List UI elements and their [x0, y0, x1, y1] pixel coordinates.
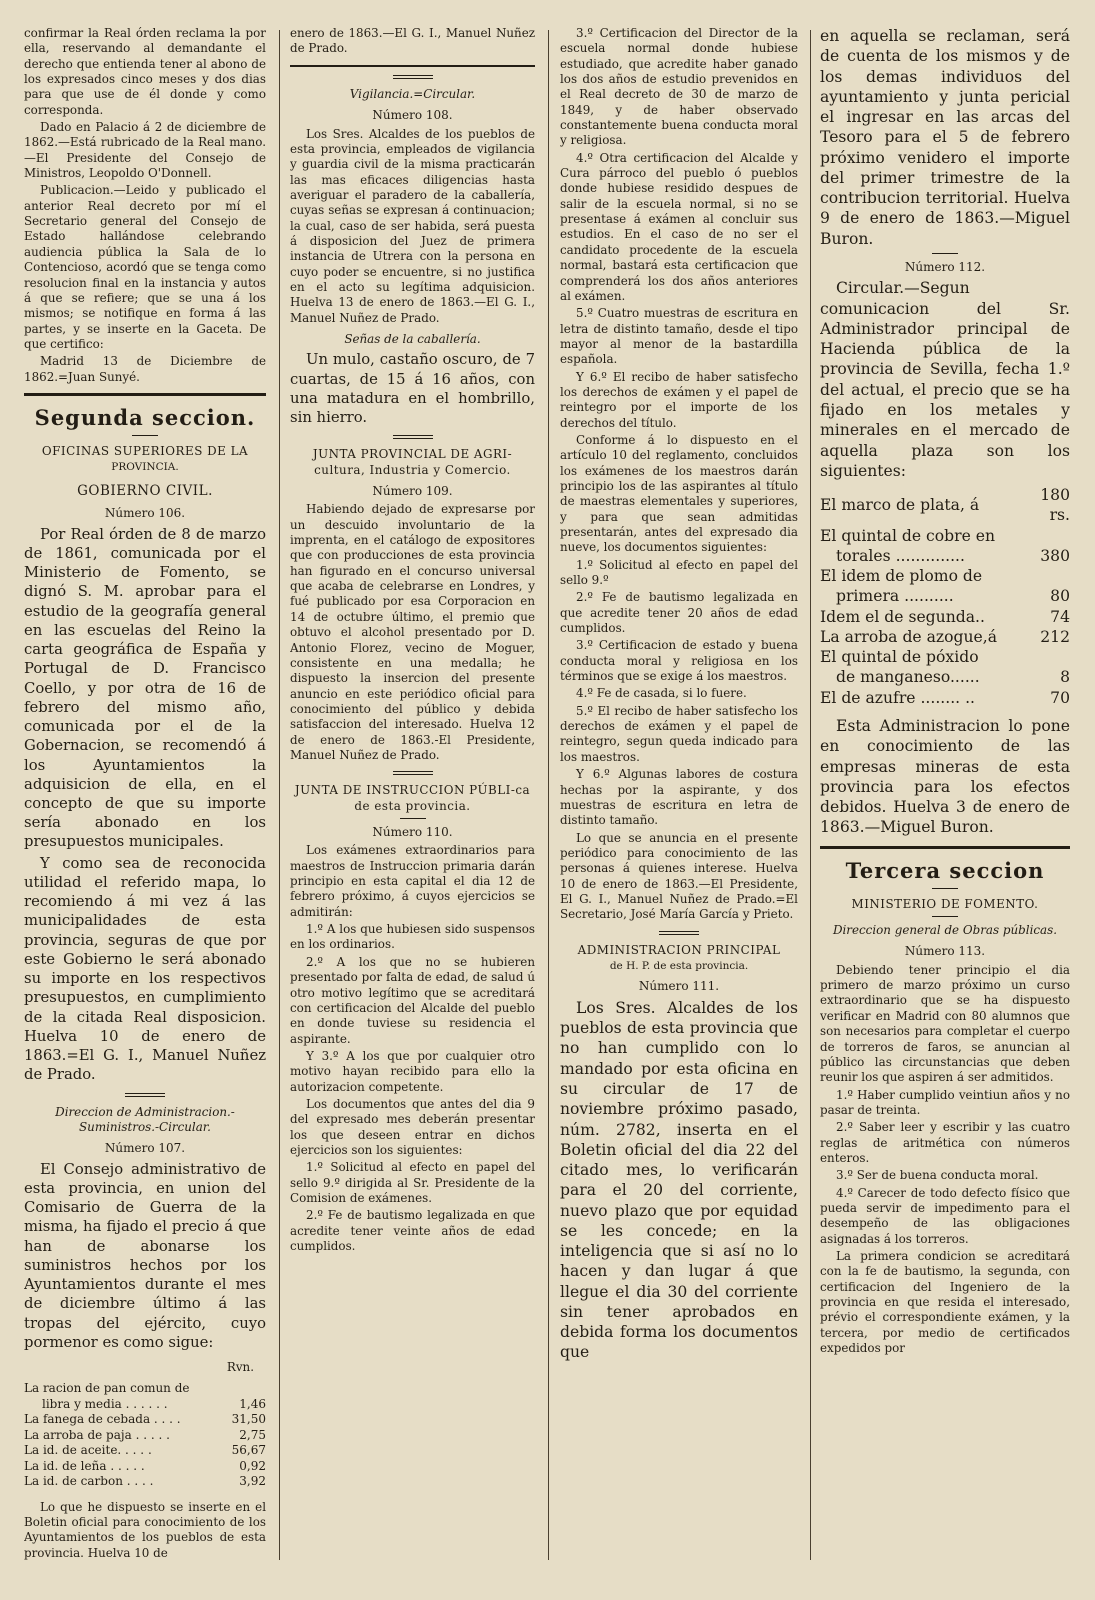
paragraph: 5.º El recibo de haber satisfecho los derechos de exámen y el papel de reintegro, segun queda indicado para los maestros.: [560, 703, 798, 764]
metal-value: 180 rs.: [1040, 486, 1070, 525]
metal-label: El idem de plomo de: [820, 567, 983, 586]
metal-label: El de azufre ........ ..: [820, 688, 975, 707]
price-label: La arroba de paja . . . . .: [24, 1427, 170, 1442]
paragraph: Dado en Palacio á 2 de diciembre de 1862.—Está rubricado de la Real mano.—El Presidente del Consejo de Ministros, Leopoldo O'Donnell.: [24, 120, 266, 181]
table-row: [24, 1381, 266, 1396]
paragraph: 1.º Solicitud al efecto en papel del sello 9.º dirigida al Sr. Presidente de la Comision de exámenes.: [290, 1160, 535, 1205]
table-row: [820, 485, 1070, 526]
table-row: [820, 667, 1070, 687]
paragraph: Por Real órden de 8 de marzo de 1861, comunicada por el Ministerio de Fomento, se dignó S. M. aprobar para el estudio de la geografía general en las escuelas del Reino la carta geográfica de España y Portugal de D. Francisco Coello, y por otra de 16 de febrero del mismo año, comunicada por el de la Gobernacion, se recomendó á los Ayuntamientos la adquisicion de ella, en el concepto de que su importe sería abonado en los presupuestos municipales.: [24, 525, 266, 851]
paragraph: Y 6.º Algunas labores de costura hechas por la aspirante, y dos muestras de escritura en letra de distinto tamaño.: [560, 767, 798, 828]
subheading: de H. P. de esta provincia.: [609, 959, 749, 972]
table-row: [820, 688, 1070, 708]
section-title: Segunda seccion.: [34, 404, 256, 430]
paragraph: 1.º Solicitud al efecto en papel del sello 9.º: [560, 557, 798, 588]
table-row: [820, 526, 1070, 546]
table-row: [24, 1474, 266, 1489]
metal-label: La arroba de azogue,á: [820, 627, 998, 646]
heading: Direccion de Administracion.-Suministros.-Circular.: [55, 1104, 235, 1134]
paragraph: Madrid 13 de Diciembre de 1862.=Juan Sunyé.: [24, 354, 266, 384]
paragraph: 2.º Saber leer y escribir y las cuatro reglas de aritmética con números enteros.: [820, 1120, 1070, 1165]
table-row: [24, 1443, 266, 1458]
column-rule: [810, 30, 811, 1560]
paragraph: Los Sres. Alcaldes de los pueblos de esta provincia, empleados de vigilancia y guardia civil de la misma practicarán las mas eficaces diligencias hasta averiguar el paradero de la caballería, cuyas señas se expresan á continuacion; la cual, caso de ser habida, será puesta á disposicion del Juez de primera instancia de Utrera con la persona en cuyo poder se encuentre, si no justifica en el acto su legítima adquisicion. Huelva 13 de enero de 1863.—El G. I., Manuel Nuñez de Prado.: [290, 126, 535, 325]
paragraph: Circular.—Segun comunicacion del Sr. Administrador principal de Hacienda pública de la provincia de Sevilla, fecha 1.º del actual, el precio que se ha fijado en los metales y minerales en el mercado de aquella plaza son los siguientes:: [820, 279, 1070, 480]
subheading: PROVINCIA.: [111, 461, 179, 474]
price-label: La id. de aceite. . . . .: [24, 1443, 152, 1458]
price-label: La id. de leña . . . . .: [24, 1458, 145, 1473]
paragraph: Un mulo, castaño oscuro, de 7 cuartas, de 15 á 16 años, con una matadura en el hombrillo, sin hierro.: [290, 351, 535, 427]
heading: GOBIERNO CIVIL.: [77, 482, 213, 499]
metal-label: Idem el de segunda..: [820, 607, 985, 626]
item-number: Número 108.: [372, 108, 453, 123]
paragraph: Y 6.º El recibo de haber satisfecho los derechos de exámen y el papel de reintegro por el importe de los derechos del título.: [560, 369, 798, 430]
price-value: 56,67: [231, 1443, 266, 1458]
paragraph: Los Sres. Alcaldes de los pueblos de esta provincia que no han cumplido con lo mandado por esta oficina en su circular de 17 de noviembre próximo pasado, núm. 2782, inserta en el Boletin oficial del dia 22 del citado mes, lo verificarán para el 20 del corriente, nuevo plazo que por equidad se les concede; en la inteligencia que si así no lo hacen y dan lugar á que llegue el dia 30 del corriente sin tener aprobados en debida forma los documentos que: [560, 998, 798, 1362]
table-row: [820, 566, 1070, 586]
heading: Direccion general de Obras públicas.: [832, 922, 1058, 937]
paragraph: 2.º Fe de bautismo legalizada en que acredite tener 20 años de edad cumplidos.: [560, 590, 798, 636]
heading: MINISTERIO DE FOMENTO.: [851, 896, 1039, 911]
paragraph: Los exámenes extraordinarios para maestros de Instruccion primaria darán principio en esta capital el dia 12 de febrero próximo, á cuyos ejercicios se admitirán:: [290, 843, 535, 919]
paragraph: 4.º Carecer de todo defecto físico que pueda servir de impedimento para el desempeño de las obligaciones asignadas á los torreros.: [820, 1185, 1070, 1246]
price-label: libra y media . . . . . .: [42, 1396, 168, 1411]
divider: [393, 771, 433, 775]
column-2: [290, 26, 535, 1586]
heading: Señas de la caballería.: [344, 331, 481, 346]
metal-value: [1016, 566, 1070, 586]
paragraph: 4.º Fe de casada, si lo fuere.: [576, 686, 747, 701]
paragraph: Habiendo dejado de expresarse por un descuido involuntario de la imprenta, en el catálogo de expositores que con producciones de esta provincia han figurado en el concurso universal que acaba de celebrarse en Londres, y fué publicado por esa Corporacion en 14 de octubre último, el premio que obtuvo el alcohol presentado por D. Antonio Florez, vecino de Moguer, consistente en una medalla; he dispuesto la insercion del presente anuncio en este periódico oficial para conocimiento del público y debida satisfaccion del interesado. Huelva 12 de enero de 1863.-El Presidente, Manuel Nuñez de Prado.: [290, 502, 535, 762]
column-rule: [279, 30, 280, 1560]
paragraph: enero de 1863.—El G. I., Manuel Nuñez de Prado.: [290, 26, 535, 56]
table-row: [820, 586, 1070, 606]
metal-value: [1016, 526, 1070, 546]
metal-value: 70: [1050, 688, 1070, 707]
item-number: Número 107.: [104, 1141, 186, 1156]
heading: ADMINISTRACION PRINCIPAL: [577, 942, 781, 957]
price-value: [208, 1381, 266, 1396]
metal-label: El quintal de cobre en: [820, 526, 996, 545]
column-rule: [548, 30, 549, 1560]
table-row: [24, 1397, 266, 1412]
section-rule: [24, 393, 266, 396]
paragraph: 1.º A los que hubiesen sido suspensos en los ordinarios.: [290, 922, 535, 952]
price-label: La racion de pan comun de: [24, 1381, 190, 1396]
divider: [132, 435, 158, 436]
paragraph: 5.º Cuatro muestras de escritura en letra de distinto tamaño, desde el tipo mayor al menor de la bastardilla española.: [560, 306, 798, 367]
item-number: Número 109.: [372, 483, 453, 498]
paragraph: Los documentos que antes del dia 9 del expresado mes deberán presentar los que deseen entrar en dichos ejercicios son los siguientes:: [290, 1096, 535, 1157]
heading: JUNTA DE INSTRUCCION PÚBLI-ca de esta provincia.: [294, 783, 531, 813]
paragraph: 4.º Otra certificacion del Alcalde y Cura párroco del pueblo ó pueblos donde hubiese residido despues de salir de la escuela normal, si no se presentase á exámen al concluir sus estudios. En el caso de no ser el candidato procedente de la escuela normal, bastará esta certificacion que comprenderá los dos años anteriores al exámen.: [560, 150, 798, 303]
currency-label: Rvn.: [226, 1360, 254, 1375]
divider: [393, 75, 433, 79]
metal-label: El marco de plata, á: [820, 496, 980, 515]
metal-value: [1016, 647, 1070, 667]
paragraph: en aquella se reclaman, será de cuenta de los mismos y de los demas individuos del ayuntamiento y junta pericial el ingresar en las arcas del Tesoro para el 5 de febrero próximo venidero el importe del primer trimestre de la contribucion territorial. Huelva 9 de enero de 1863.—Miguel Buron.: [820, 27, 1070, 248]
paragraph: Publicacion.—Leido y publicado el anterior Real decreto por mí el Secretario general del Consejo de Estado hallándose celebrando audiencia pública la Sala de lo Contencioso, acordó que se tenga como resolucion final en la instancia y autos á que se refiere; que se una á los mismos; se notifique en forma á las partes, y se inserte en la Gaceta. De que certifico:: [24, 183, 266, 351]
price-value: 2,75: [239, 1427, 266, 1442]
price-table: [24, 1381, 266, 1489]
paragraph: Conforme á lo dispuesto en el artículo 10 del reglamento, concluidos los exámenes de los maestros darán principio los de las aspirantes al título de maestras elementales y superiores, y para que sean admitidas presentarán, antes del expresado dia nueve, los documentos siguientes:: [560, 432, 798, 555]
paragraph: La primera condicion se acreditará con la fe de bautismo, la segunda, con certificacion del Ingeniero de la provincia en que resida el interesado, prévio el correspondiente exámen, y la tercera, por medio de certificados expedidos por: [820, 1248, 1070, 1356]
paragraph: 3.º Ser de buena conducta moral.: [836, 1168, 1039, 1183]
divider: [932, 253, 958, 254]
item-number: Número 106.: [104, 506, 186, 521]
paragraph: 1.º Haber cumplido veintiun años y no pasar de treinta.: [820, 1087, 1070, 1117]
column-3: [560, 26, 798, 1586]
metal-price-table: [820, 485, 1070, 708]
price-value: 3,92: [239, 1474, 266, 1489]
table-row: [24, 1428, 266, 1443]
paragraph: Y 3.º A los que por cualquier otro motivo hayan recibido para ello la autorizacion competente.: [290, 1048, 535, 1094]
table-row: [820, 607, 1070, 627]
section-rule: [820, 846, 1070, 849]
metal-label: El quintal de póxido: [820, 648, 979, 667]
metal-value: 80: [1050, 587, 1070, 606]
column-1: [24, 26, 266, 1586]
price-value: 31,50: [231, 1412, 266, 1427]
paragraph: 3.º Certificacion del Director de la escuela normal donde hubiese estudiado, que acredite haber ganado los dos años de estudio prevenidos en el Real decreto de 30 de marzo de 1849, y de haber observado constantemente buena conducta moral y religiosa.: [560, 26, 798, 148]
table-row: [24, 1459, 266, 1474]
column-4: [820, 26, 1070, 1586]
paragraph: Esta Administracion lo pone en conocimiento de las empresas mineras de esta provincia para los efectos debidos. Huelva 3 de enero de 1863.—Miguel Buron.: [820, 716, 1070, 837]
divider: [393, 435, 433, 439]
paragraph: El Consejo administrativo de esta provincia, en union del Comisario de Guerra de la misma, ha fijado el precio á que han de abonarse los suministros hechos por los Ayuntamientos durante el mes de diciembre último á las tropas del ejército, cuyo pormenor es como sigue:: [24, 1160, 266, 1351]
item-number: Número 112.: [904, 259, 986, 274]
paragraph: Lo que se anuncia en el presente periódico para conocimiento de las personas á quienes interese. Huelva 10 de enero de 1863.—El Presidente, El G. I., Manuel Nuñez de Prado.=El Secretario, José María García y Prieto.: [560, 830, 798, 922]
table-row: [24, 1412, 266, 1427]
section-rule: [290, 65, 535, 67]
table-row: [820, 647, 1070, 667]
heading: Vigilancia.=Circular.: [349, 86, 476, 101]
metal-value: 380: [1040, 546, 1070, 565]
item-number: Número 110.: [372, 824, 453, 839]
paragraph: 2.º Fe de bautismo legalizada en que acredite tener veinte años de edad cumplidos.: [290, 1208, 535, 1253]
paragraph: Lo que he dispuesto se inserte en el Boletin oficial para conocimiento de los Ayuntamientos de los pueblos de esta provincia. Huelva 10 de: [24, 1499, 266, 1560]
paragraph: Y como sea de reconocida utilidad el referido mapa, lo recomiendo á mi vez á las municipalidades de esta provincia, seguras de que por este Gobierno le será abonado su importe en los respectivos presupuestos, en cumplimiento de la citada Real disposicion. Huelva 10 de enero de 1863.=El G. I., Manuel Nuñez de Prado.: [24, 854, 266, 1084]
metal-label: de manganeso......: [836, 668, 980, 687]
price-value: 1,46: [239, 1396, 266, 1411]
price-value: 0,92: [239, 1458, 266, 1473]
divider: [659, 931, 699, 935]
heading: JUNTA PROVINCIAL DE AGRI-cultura, Industria y Comercio.: [312, 447, 513, 477]
item-number: Número 111.: [638, 979, 720, 994]
paragraph: confirmar la Real órden reclama la por ella, reservando al demandante el derecho que entienda tener al abono de los expresados cinco meses y dos dias para que use de él donde y como corresponda.: [24, 26, 266, 117]
paragraph: 3.º Certificacion de estado y buena conducta moral y religiosa en los términos que se exige á los maestros.: [560, 638, 798, 684]
paragraph: Debiendo tener principio el dia primero de marzo próximo un curso extraordinario que se ha dispuesto verificar en Madrid con 80 alumnos que son necesarios para completar el cuerpo de torreros de faros, se anuncian al público las circunstancias que deben reunir los que aspiren á ser admitidos.: [820, 962, 1070, 1085]
heading: OFICINAS SUPERIORES DE LA: [41, 443, 249, 458]
item-number: Número 113.: [904, 944, 986, 959]
divider: [932, 916, 958, 917]
table-row: [820, 546, 1070, 566]
table-row: [820, 627, 1070, 647]
divider: [400, 818, 426, 819]
metal-value: 212: [1040, 627, 1070, 646]
price-label: La fanega de cebada . . . .: [24, 1412, 181, 1427]
metal-label: primera ..........: [836, 587, 954, 606]
paragraph: 2.º A los que no se hubieren presentado por falta de edad, de salud ú otro motivo legítimo que se acreditará con certificacion del Alcalde del pueblo en donde tuviese su residencia el aspirante.: [290, 954, 535, 1046]
divider: [932, 888, 958, 889]
metal-value: 8: [1060, 668, 1070, 687]
metal-value: 74: [1050, 607, 1070, 626]
section-title: Tercera seccion: [845, 857, 1045, 883]
metal-label: torales ..............: [836, 546, 965, 565]
price-label: La id. de carbon . . . .: [24, 1474, 154, 1489]
divider: [125, 1093, 165, 1097]
